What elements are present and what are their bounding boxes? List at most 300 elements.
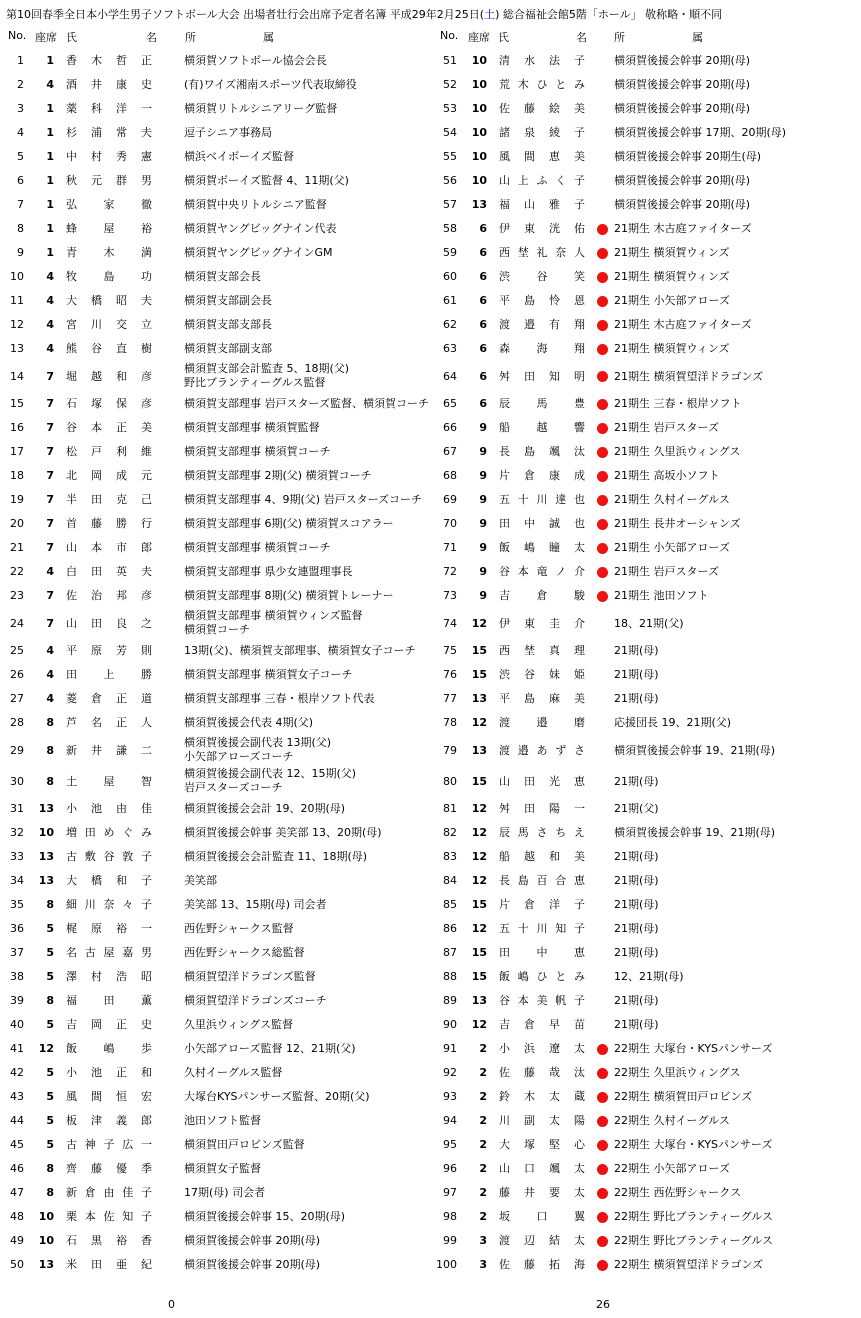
- row-number: 52: [443, 78, 457, 91]
- row-number: 69: [443, 493, 457, 506]
- row-number: 95: [443, 1138, 457, 1151]
- affiliation-line: 21期(母): [614, 898, 659, 911]
- affiliation: [614, 97, 750, 121]
- affiliation-line: 岩戸スターズコーチ: [184, 781, 283, 794]
- seat-number: 9: [479, 469, 487, 482]
- person-name: 舛 田 陽 一: [499, 802, 585, 815]
- seat-number: 6: [479, 222, 487, 235]
- saturday-label: 土: [484, 8, 496, 21]
- affiliation-line: 21期(母): [614, 874, 659, 887]
- person-name: 白 田 英 夫: [66, 565, 152, 578]
- person-name: 鈴 木 太 蔵: [499, 1090, 585, 1103]
- attendee-marker-dot: [597, 344, 608, 355]
- person-name: 大 橋 和 子: [66, 874, 152, 887]
- person-name: 新 井 謙 二: [66, 744, 152, 757]
- affiliation-line: 横須賀支部理事 三春・根岸ソフト代表: [184, 692, 375, 705]
- seat-number: 2: [479, 1090, 487, 1103]
- seat-number: 5: [46, 1090, 54, 1103]
- person-name: 風 間 恵 美: [499, 150, 585, 163]
- seat-number: 2: [479, 1210, 487, 1223]
- seat-number: 5: [46, 1138, 54, 1151]
- header-name-2: 名: [146, 31, 157, 44]
- seat-number: 12: [471, 922, 487, 935]
- document-title: 第10回春季全日本小学生男子ソフトボール大会 出場者壮行会出席予定者名簿 平成29年2月25日(土) 総合福祉会館5階「ホール」 敬称略・順不同: [6, 8, 723, 21]
- person-name: 小 池 正 和: [66, 1066, 152, 1079]
- person-name: 佐 藤 哉 汰: [499, 1066, 585, 1079]
- affiliation-line: 21期生 岩戸スターズ: [614, 565, 719, 578]
- affiliation: [614, 1253, 763, 1277]
- row-number: 33: [10, 850, 24, 863]
- person-name: 山 本 市 郎: [66, 541, 152, 554]
- seat-number: 3: [479, 1258, 487, 1271]
- person-name: 石 黒 裕 香: [66, 1234, 152, 1247]
- row-number: 14: [10, 370, 24, 383]
- affiliation-line: 22期生 野比ブランティーグルス: [614, 1210, 773, 1223]
- row-number: 48: [10, 1210, 24, 1223]
- right-table-row: [0, 797, 861, 821]
- seat-number: 9: [479, 421, 487, 434]
- row-number: 73: [443, 589, 457, 602]
- row-number: 56: [443, 174, 457, 187]
- person-name: 田 中 誠 也: [499, 517, 585, 530]
- row-number: 78: [443, 716, 457, 729]
- attendee-marker-dot: [597, 471, 608, 482]
- row-number: 38: [10, 970, 24, 983]
- affiliation-line: 22期生 横須賀望洋ドラゴンズ: [614, 1258, 764, 1271]
- person-name: 土 屋 智: [66, 775, 152, 788]
- person-name: 松 戸 利 維: [66, 445, 152, 458]
- affiliation-line: 横須賀後援会幹事 20期生(母): [614, 150, 762, 163]
- person-name: 諸 泉 綾 子: [499, 126, 585, 139]
- row-number: 71: [443, 541, 457, 554]
- affiliation-line: 21期生 高坂小ソフト: [614, 469, 720, 482]
- seat-number: 12: [471, 850, 487, 863]
- affiliation: [614, 941, 659, 965]
- seat-number: 8: [46, 716, 54, 729]
- attendee-marker-dot: [597, 1164, 608, 1175]
- affiliation-line: 横須賀後援会幹事 美笑部 13、20期(母): [184, 826, 382, 839]
- seat-number: 5: [46, 970, 54, 983]
- affiliation-line: 横須賀田戸ロビンズ監督: [184, 1138, 305, 1151]
- row-number: 21: [10, 541, 24, 554]
- person-name: 田 中 恵: [499, 946, 585, 959]
- affiliation-line: 横須賀後援会幹事 20期(母): [614, 78, 751, 91]
- affiliation-line: 横須賀後援会幹事 20期(母): [614, 102, 751, 115]
- attendee-marker-dot: [597, 1188, 608, 1199]
- person-name: 石 塚 保 彦: [66, 397, 152, 410]
- row-number: 6: [17, 174, 24, 187]
- person-name: 佐 藤 拓 海: [499, 1258, 585, 1271]
- right-table-row: [0, 416, 861, 440]
- row-number: 79: [443, 744, 457, 757]
- seat-number: 8: [46, 994, 54, 1007]
- affiliation-line: 横須賀支部理事 横須賀コーチ: [184, 445, 331, 458]
- seat-number: 4: [46, 342, 54, 355]
- seat-number: 10: [38, 1210, 54, 1223]
- seat-number: 2: [479, 1138, 487, 1151]
- affiliation-line: 横須賀後援会会計 19、20期(母): [184, 802, 346, 815]
- header-no: No.: [8, 29, 27, 42]
- right-table-row: [0, 536, 861, 560]
- row-number: 28: [10, 716, 24, 729]
- right-table-row: [0, 965, 861, 989]
- row-number: 37: [10, 946, 24, 959]
- right-table-row: [0, 711, 861, 735]
- row-number: 25: [10, 644, 24, 657]
- person-name: 船 越 和 美: [499, 850, 585, 863]
- row-number: 63: [443, 342, 457, 355]
- row-number: 49: [10, 1234, 24, 1247]
- affiliation-line: 逗子シニア事務局: [184, 126, 272, 139]
- person-name: 吉 倉 駿: [499, 589, 585, 602]
- right-table-row: [0, 241, 861, 265]
- affiliation: [614, 73, 750, 97]
- affiliation: [614, 1037, 772, 1061]
- row-number: 97: [443, 1186, 457, 1199]
- row-number: 62: [443, 318, 457, 331]
- affiliation-line: 22期生 横須賀田戸ロビンズ: [614, 1090, 753, 1103]
- affiliation-line: 横須賀後援会幹事 19、21期(母): [614, 826, 776, 839]
- right-table-row: [0, 1229, 861, 1253]
- row-number: 66: [443, 421, 457, 434]
- row-number: 77: [443, 692, 457, 705]
- person-name: 渡 辺 結 太: [499, 1234, 585, 1247]
- right-table-row: [0, 289, 861, 313]
- seat-number: 12: [471, 716, 487, 729]
- attendee-marker-dot: [597, 495, 608, 506]
- row-number: 39: [10, 994, 24, 1007]
- right-table-row: [0, 440, 861, 464]
- affiliation-line: 池田ソフト監督: [184, 1114, 261, 1127]
- seat-number: 13: [471, 744, 487, 757]
- affiliation-line: 21期生 久村イーグルス: [614, 493, 730, 506]
- right-table-row: [0, 73, 861, 97]
- affiliation-line: 横須賀後援会会計監査 11、18期(母): [184, 850, 368, 863]
- row-number: 54: [443, 126, 457, 139]
- attendee-marker-dot: [597, 423, 608, 434]
- seat-number: 2: [479, 1186, 487, 1199]
- affiliation-line: 横須賀支部副支部: [184, 342, 272, 355]
- row-number: 99: [443, 1234, 457, 1247]
- person-name: 飯 嶋 ひ と み: [499, 970, 585, 983]
- affiliation-line: 久村イーグルス監督: [184, 1066, 283, 1079]
- row-number: 58: [443, 222, 457, 235]
- seat-number: 5: [46, 1018, 54, 1031]
- person-name: 佐 治 邦 彦: [66, 589, 152, 602]
- row-number: 85: [443, 898, 457, 911]
- affiliation-line: 横須賀支部理事 2期(父) 横須賀コーチ: [184, 469, 372, 482]
- row-number: 44: [10, 1114, 24, 1127]
- seat-number: 5: [46, 1114, 54, 1127]
- affiliation: [614, 893, 659, 917]
- person-name: 飯 嶋 瞳 太: [499, 541, 585, 554]
- affiliation: [614, 193, 750, 217]
- row-number: 75: [443, 644, 457, 657]
- row-number: 87: [443, 946, 457, 959]
- person-name: 首 藤 勝 行: [66, 517, 152, 530]
- person-name: 梶 原 裕 一: [66, 922, 152, 935]
- seat-number: 10: [471, 126, 487, 139]
- affiliation-line: 横須賀後援会幹事 17期、20期(母): [614, 126, 787, 139]
- right-table-row: [0, 121, 861, 145]
- affiliation-line: 21期(母): [614, 922, 659, 935]
- seat-number: 13: [471, 198, 487, 211]
- seat-number: 3: [479, 1234, 487, 1247]
- affiliation-line: 21期生 木古庭ファイターズ: [614, 318, 752, 331]
- affiliation-line: 22期生 大塚台・KYSパンサーズ: [614, 1042, 773, 1055]
- row-number: 24: [10, 617, 24, 630]
- person-name: 弘 家 徹: [66, 198, 152, 211]
- affiliation-line: 横須賀支部支部長: [184, 318, 272, 331]
- right-table-row: [0, 663, 861, 687]
- affiliation: [614, 337, 730, 361]
- affiliation-line: 横須賀後援会幹事 20期(母): [184, 1234, 321, 1247]
- affiliation: [614, 663, 659, 687]
- person-name: 西 埜 礼 奈 人: [499, 246, 585, 259]
- right-table-row: [0, 1181, 861, 1205]
- affiliation-line: 21期生 横須賀ウィンズ: [614, 270, 730, 283]
- person-name: 渡 邉 磨: [499, 716, 585, 729]
- seat-number: 7: [46, 493, 54, 506]
- person-name: 堀 越 和 彦: [66, 370, 152, 383]
- row-number: 40: [10, 1018, 24, 1031]
- right-table-row: [0, 766, 861, 797]
- row-number: 80: [443, 775, 457, 788]
- seat-number: 5: [46, 922, 54, 935]
- row-number: 46: [10, 1162, 24, 1175]
- seat-number: 15: [471, 946, 487, 959]
- seat-number: 1: [46, 54, 54, 67]
- affiliation: [614, 361, 763, 392]
- affiliation-line: 横須賀後援会副代表 12、15期(父): [184, 767, 357, 780]
- affiliation-line: 横須賀望洋ドラゴンズ監督: [184, 970, 316, 983]
- seat-number: 4: [46, 78, 54, 91]
- row-number: 45: [10, 1138, 24, 1151]
- attendee-marker-dot: [597, 1236, 608, 1247]
- header-name-1-right: 氏: [498, 31, 509, 44]
- person-name: 増 田 め ぐ み: [66, 826, 152, 839]
- person-name: 半 田 克 己: [66, 493, 152, 506]
- person-name: 大 塚 堅 心: [499, 1138, 585, 1151]
- right-table-row: [0, 265, 861, 289]
- attendee-marker-dot: [597, 296, 608, 307]
- seat-number: 8: [46, 775, 54, 788]
- row-number: 50: [10, 1258, 24, 1271]
- person-name: 秋 元 群 男: [66, 174, 152, 187]
- row-number: 98: [443, 1210, 457, 1223]
- row-number: 94: [443, 1114, 457, 1127]
- person-name: 辰 馬 豊: [499, 397, 585, 410]
- seat-number: 15: [471, 668, 487, 681]
- row-number: 13: [10, 342, 24, 355]
- affiliation-line: 横須賀後援会幹事 20期(母): [614, 198, 751, 211]
- row-number: 1: [17, 54, 24, 67]
- affiliation: [614, 512, 741, 536]
- row-number: 18: [10, 469, 24, 482]
- seat-number: 8: [46, 1162, 54, 1175]
- seat-number: 2: [479, 1066, 487, 1079]
- seat-number: 2: [479, 1162, 487, 1175]
- affiliation: [614, 1205, 773, 1229]
- affiliation: [614, 241, 730, 265]
- row-number: 4: [17, 126, 24, 139]
- seat-number: 1: [46, 198, 54, 211]
- row-number: 91: [443, 1042, 457, 1055]
- row-number: 82: [443, 826, 457, 839]
- person-name: 中 村 秀 憲: [66, 150, 152, 163]
- person-name: 古 敷 谷 敦 子: [66, 850, 152, 863]
- affiliation: [614, 169, 750, 193]
- person-name: 渋 谷 妹 姫: [499, 668, 585, 681]
- header-no-right: No.: [440, 29, 459, 42]
- seat-number: 12: [471, 1018, 487, 1031]
- seat-number: 2: [479, 1042, 487, 1055]
- affiliation-line: 22期生 大塚台・KYSパンサーズ: [614, 1138, 773, 1151]
- right-table-row: [0, 893, 861, 917]
- affiliation-line: 21期生 小矢部アローズ: [614, 541, 730, 554]
- right-table-row: [0, 1061, 861, 1085]
- seat-number: 15: [471, 644, 487, 657]
- attendee-marker-dot: [597, 320, 608, 331]
- affiliation-line: 美笑部: [184, 874, 217, 887]
- seat-number: 12: [38, 1042, 54, 1055]
- person-name: 平 島 怜 恩: [499, 294, 585, 307]
- affiliation-line: 21期(父): [614, 802, 659, 815]
- affiliation-line: (有)ワイズ湘南スポーツ代表取締役: [184, 78, 357, 91]
- seat-number: 12: [471, 802, 487, 815]
- right-table-row: [0, 687, 861, 711]
- attendee-marker-dot: [597, 1140, 608, 1151]
- affiliation: [614, 608, 684, 639]
- person-name: 栗 本 佐 知 子: [66, 1210, 152, 1223]
- row-number: 57: [443, 198, 457, 211]
- person-name: 北 岡 成 元: [66, 469, 152, 482]
- person-name: 小 浜 遼 太: [499, 1042, 585, 1055]
- attendee-marker-dot: [597, 1260, 608, 1271]
- affiliation-line: 横須賀後援会幹事 20期(母): [184, 1258, 321, 1271]
- row-number: 89: [443, 994, 457, 1007]
- affiliation: [614, 488, 730, 512]
- seat-number: 8: [46, 898, 54, 911]
- right-table-row: [0, 145, 861, 169]
- person-name: 山 上 ふ く 子: [499, 174, 585, 187]
- right-table-row: [0, 1013, 861, 1037]
- row-number: 43: [10, 1090, 24, 1103]
- seat-number: 6: [479, 397, 487, 410]
- affiliation-line: 21期生 長井オーシャンズ: [614, 517, 741, 530]
- attendee-marker-dot: [597, 591, 608, 602]
- row-number: 19: [10, 493, 24, 506]
- person-name: 辰 馬 さ ち え: [499, 826, 585, 839]
- seat-number: 10: [471, 54, 487, 67]
- affiliation-line: 12、21期(母): [614, 970, 684, 983]
- person-name: 谷 本 正 美: [66, 421, 152, 434]
- person-name: 杉 浦 常 夫: [66, 126, 152, 139]
- row-number: 3: [17, 102, 24, 115]
- person-name: 伊 東 圭 介: [499, 617, 585, 630]
- affiliation-line: 応援団長 19、21期(父): [614, 716, 732, 729]
- affiliation-line: 小矢部アローズコーチ: [184, 750, 294, 763]
- affiliation-line: 横須賀支部会計監査 5、18期(父): [184, 362, 350, 375]
- seat-number: 9: [479, 445, 487, 458]
- person-name: 吉 岡 正 史: [66, 1018, 152, 1031]
- person-name: 山 田 光 恵: [499, 775, 585, 788]
- affiliation: [614, 766, 659, 797]
- seat-number: 12: [471, 874, 487, 887]
- affiliation-line: 横須賀後援会幹事 19、21期(母): [614, 744, 776, 757]
- row-number: 83: [443, 850, 457, 863]
- seat-number: 1: [46, 102, 54, 115]
- right-table-row: [0, 337, 861, 361]
- affiliation: [614, 536, 730, 560]
- seat-number: 15: [471, 898, 487, 911]
- right-table-row: [0, 488, 861, 512]
- right-table-row: [0, 821, 861, 845]
- affiliation-line: 21期生 横須賀ウィンズ: [614, 342, 730, 355]
- affiliation: [614, 392, 742, 416]
- attendee-marker-dot: [597, 1212, 608, 1223]
- person-name: 香 木 哲 正: [66, 54, 152, 67]
- affiliation: [614, 1109, 730, 1133]
- person-name: 山 田 良 之: [66, 617, 152, 630]
- right-table-row: [0, 1037, 861, 1061]
- affiliation-line: 横須賀支部理事 岩戸スターズ監督、横須賀コーチ: [184, 397, 429, 410]
- seat-number: 15: [471, 970, 487, 983]
- person-name: 牧 島 功: [66, 270, 152, 283]
- row-number: 64: [443, 370, 457, 383]
- affiliation-line: 17期(母) 司会者: [184, 1186, 266, 1199]
- row-number: 27: [10, 692, 24, 705]
- right-table-row: [0, 97, 861, 121]
- affiliation: [614, 121, 786, 145]
- row-number: 20: [10, 517, 24, 530]
- person-name: 渋 谷 笑: [499, 270, 585, 283]
- person-name: 片 倉 康 成: [499, 469, 585, 482]
- row-number: 22: [10, 565, 24, 578]
- person-name: 五 十 川 達 也: [499, 493, 585, 506]
- affiliation: [614, 584, 709, 608]
- affiliation: [614, 289, 730, 313]
- affiliation-line: 横須賀支部会長: [184, 270, 261, 283]
- right-table-row: [0, 217, 861, 241]
- seat-number: 7: [46, 617, 54, 630]
- affiliation-line: 横須賀望洋ドラゴンズコーチ: [184, 994, 327, 1007]
- affiliation: [614, 711, 731, 735]
- person-name: 渡 邉 あ ず さ: [499, 744, 585, 757]
- affiliation-line: 21期(母): [614, 850, 659, 863]
- person-name: 片 倉 洋 子: [499, 898, 585, 911]
- row-number: 32: [10, 826, 24, 839]
- attendee-marker-dot: [597, 567, 608, 578]
- row-number: 8: [17, 222, 24, 235]
- affiliation: [614, 687, 659, 711]
- seat-number: 6: [479, 370, 487, 383]
- affiliation-line: 西佐野シャークス総監督: [184, 946, 305, 959]
- row-number: 41: [10, 1042, 24, 1055]
- affiliation: [614, 416, 719, 440]
- affiliation-line: 21期生 横須賀望洋ドラゴンズ: [614, 370, 764, 383]
- person-name: 澤 村 浩 昭: [66, 970, 152, 983]
- affiliation: [614, 1133, 772, 1157]
- right-table-row: [0, 639, 861, 663]
- row-number: 5: [17, 150, 24, 163]
- affiliation-line: 21期(母): [614, 994, 659, 1007]
- right-table-row: [0, 869, 861, 893]
- seat-number: 7: [46, 421, 54, 434]
- attendee-marker-dot: [597, 447, 608, 458]
- right-table-row: [0, 1253, 861, 1277]
- affiliation-line: 21期(母): [614, 668, 659, 681]
